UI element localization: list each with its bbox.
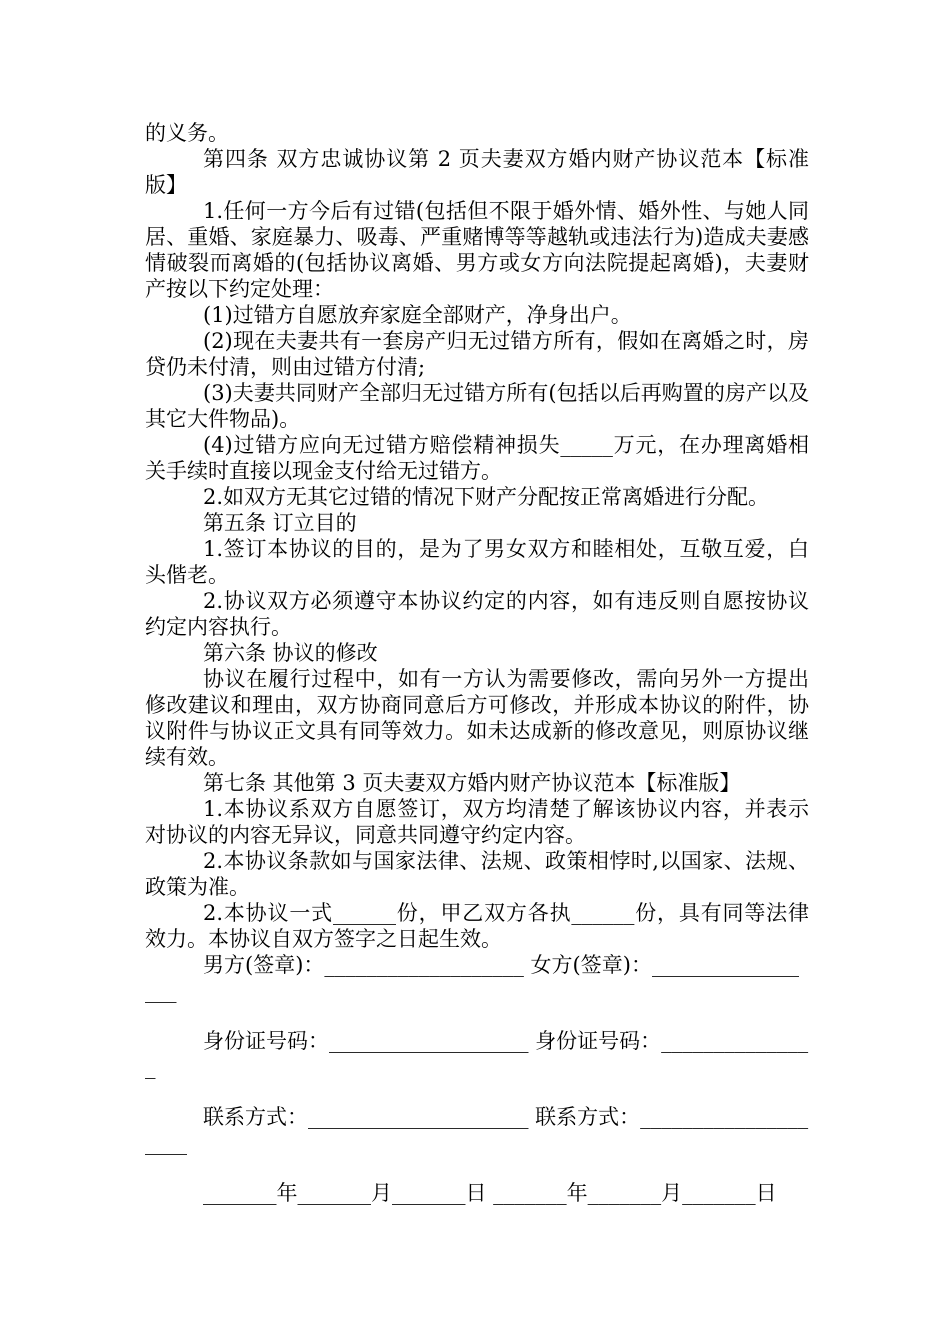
article-6-heading: 第六条 协议的修改 [203,641,378,665]
document-page [145,120,809,1206]
article-4-item-1: (1)过错方自愿放弃家庭全部财产，净身出户。 [203,303,632,327]
id-number-line: 身份证号码：___________________ 身份证号码：_______________ [145,1029,809,1079]
article-5-clause-2: 2.协议双方必须遵守本协议约定的内容，如有违反则自愿按协议约定内容执行。 [145,589,809,639]
article-7-clause-3: 2.本协议一式______份，甲乙双方各执______份，具有同等法律效力。本协议自双方签字之日起生效。 [145,901,809,951]
spacer [145,1080,809,1104]
article-6-body: 协议在履行过程中，如有一方认为需要修改，需向另外一方提出修改建议和理由，双方协商同意后方可修改，并形成本协议的附件，协议附件与协议正文具有同等效力。如未达成新的修改意见，则原协议继续有效。 [145,667,809,769]
article-4-item-3: (3)夫妻共同财产全部归无过错方所有(包括以后再购置的房产以及其它大件物品)。 [145,381,809,431]
spacer [145,1156,809,1180]
article-4-item-2: (2)现在夫妻共有一套房产归无过错方所有，假如在离婚之时，房贷仍未付清，则由过错方付清; [145,329,809,379]
contact-line: 联系方式：_____________________ 联系方式：____________________ [145,1105,809,1155]
article-4-clause-2: 2.如双方无其它过错的情况下财产分配按正常离婚进行分配。 [203,485,770,509]
article-5-clause-1: 1.签订本协议的目的，是为了男女双方和睦相处，互敬互爱，白头偕老。 [145,537,809,587]
article-4-item-4: (4)过错方应向无过错方赔偿精神损失_____万元，在办理离婚相关手续时直接以现金支付给无过错方。 [145,433,809,483]
spacer [145,1004,809,1028]
article-5-heading: 第五条 订立目的 [203,511,357,535]
paragraph-continuation: 的义务。 [145,121,229,145]
article-7-heading: 第七条 其他第 3 页夫妻双方婚内财产协议范本【标准版】 [203,771,741,795]
article-4-heading: 第四条 双方忠诚协议第 2 页夫妻双方婚内财产协议范本【标准版】 [145,147,809,197]
article-4-clause-1: 1.任何一方今后有过错(包括但不限于婚外情、婚外性、与她人同居、重婚、家庭暴力、吸毒、严重赌博等等越轨或违法行为)造成夫妻感情破裂而离婚的(包括协议离婚、男方或女方向法院提起离婚)，夫妻财产按以下约定处理： [145,199,809,301]
article-7-clause-1: 1.本协议系双方自愿签订，双方均清楚了解该协议内容，并表示对协议的内容无异议，同意共同遵守约定内容。 [145,797,809,847]
article-7-clause-2: 2.本协议条款如与国家法律、法规、政策相悖时,以国家、法规、政策为准。 [145,849,809,899]
date-line: _______年_______月_______日 _______年_______月_______日 [203,1181,777,1205]
signature-line: 男方(签章)：___________________ 女方(签章)：_________________ [145,953,799,1003]
